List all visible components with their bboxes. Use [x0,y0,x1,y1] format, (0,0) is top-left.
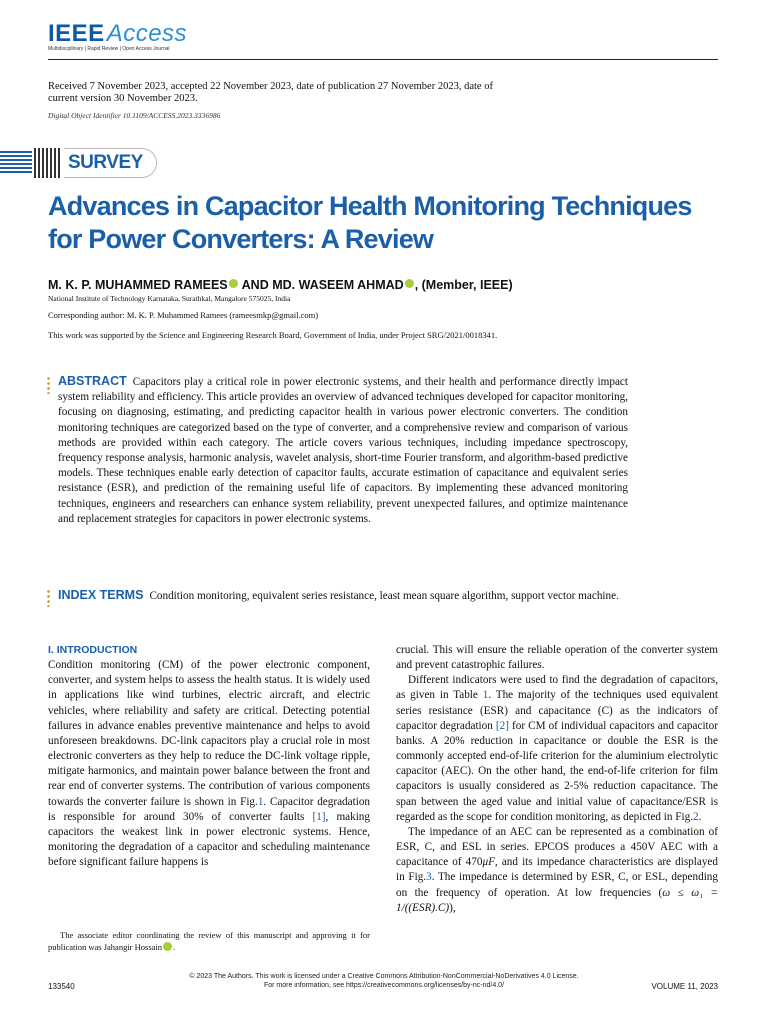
author-membership: , (Member, IEEE) [414,278,513,292]
unit: μF [482,856,495,869]
text-run: , making capacitors the weakest link in power electronic systems. Hence, monitoring the degradation of a capacitor and scheduling maintenance before significant failure happens is [48,810,370,869]
section-heading-introduction: I. INTRODUCTION [48,644,138,656]
text-run: Condition monitoring (CM) of the power electronic component, converter, and system helps to assess the health status. It is widely used in applications like wind turbines, electric aircraft, and electric vehicles, where reliability and safety are critical. Detecting potential failures in advance enables preventive maintenance and helps to avoid unforeseen breakdowns. DC-link capacitors play a crucial role in most electronic converters as they help to reduce the DC-link voltage ripple, mitigate harmonics, and maintain power balance between the front and rear end of converter systems. The contribution of various components towards the converter failure is shown in Fig. [48,659,370,808]
index-terms-text: Condition monitoring, equivalent series resistance, least mean square algorithm, support vector machine. [149,590,619,602]
abstract-dots-icon [47,376,50,394]
index-terms [58,588,628,604]
survey-label: SURVEY [64,148,157,178]
index-terms-dots-icon [47,589,50,607]
survey-badge [0,146,160,180]
index-terms-label: INDEX TERMS [58,588,144,602]
page-number: 133540 [48,982,75,991]
figure-link[interactable]: 3 [426,871,432,884]
text-run: , and its impedance characteristics are displayed in Fig. [396,856,718,884]
text-run: . The impedance is determined by ESR, C, or ESL, depending on the frequency of operation. At low frequencies ( [396,871,718,899]
text-run: . Capacitor degradation is responsible for around 30% of converter faults [48,795,371,823]
text-run: ), [449,901,456,914]
figure-link[interactable]: 1 [257,795,264,808]
left-column [48,643,370,870]
corresponding-author: Corresponding author: M. K. P. Muhammed Ramees (rameesmkp@gmail.com) [48,310,319,320]
header-divider [48,59,718,60]
volume-label: VOLUME 11, 2023 [651,982,718,991]
orcid-icon[interactable] [229,279,238,288]
badge-stripes-icon [0,151,32,175]
intro-paragraph-1-continued: crucial. This will ensure the reliable operation of the converter system and prevent catastrophic failures. [396,644,718,672]
footnote-text: The associate editor coordinating the review of this manuscript and approving it for publication was Jahangir Hossain [48,930,370,952]
abstract [58,374,628,527]
intro-paragraph-1 [48,658,370,870]
paper-title: Advances in Capacitor Health Monitoring Techniques for Power Converters: A Review [48,191,692,254]
abstract-text: Capacitors play a critical role in power electronic systems, and their health and performance directly impact system reliability and efficiency. This article provides an overview of advanced techniques developed for capacitor monitoring, focusing on diagnosing, estimating, and predicting capacitor health in various power electronic converters. The condition monitoring techniques are categorized based on the type of converter, and a comprehensive review and comparison of various methods are provided within each category. The article covers various techniques, including impedance spectroscopy, frequency response analysis, harmonic analysis, wavelet analysis, short-time Fourier transform, and algorithm-based predictive models. These techniques enable early detection of capacitor faults, accurate estimation of capacitance and equivalent series resistance (ESR), and prediction of the remaining useful life of capacitors. By implementing these advanced monitoring techniques, engineers and researchers can enhance system reliability, prevent unexpected failures, and optimize maintenance and replacement strategies for capacitors in power electronic systems. [58,376,628,525]
doi: Digital Object Identifier 10.1109/ACCESS.2023.3336986 [48,111,221,120]
publication-history: Received 7 November 2023, accepted 22 November 2023, date of publication 27 November 2023, date of current version 30 November 2023. [48,81,493,104]
journal-tagline: Multidisciplinary | Rapid Review | Open Access Journal [48,46,170,52]
text-run: The impedance of an AEC can be represented as a combination of ESR, C, and ESL in series. EPCOS produces a 450V AEC with a capacitance of 470 [396,825,718,869]
badge-bars-icon [34,148,62,178]
ieee-access-logo [48,20,187,48]
text-run: Different indicators were used to find the degradation of capacitors, as given in Table [396,674,718,702]
license-line-2[interactable]: For more information, see https://creativecommons.org/licenses/by-nc-nd/4.0/ [263,982,505,989]
text-run: . [698,810,702,823]
abstract-label: ABSTRACT [58,374,127,388]
right-column [396,643,718,916]
editor-footnote: The associate editor coordinating the review of this manuscript and approving it for publication was Jahangir Hossain . [48,930,370,952]
orcid-icon[interactable] [163,942,172,951]
author-1: M. K. P. MUHAMMED RAMEES [48,278,228,292]
author-line [48,278,513,292]
text-run: for CM of individual capacitors and capacitor banks. A 20% reduction in capacitance or double the ESR is the commonly accepted end-of-life criterion for the aluminium electrolytic capacitor (AEC). On the other hand, the end-of-life criterion for film capacitors is usually considered as 2-5% reduction capacitance. The span between the aged value and initial value of capacitance/ESR is regarded as the scope for condition monitoring, as depicted in Fig. [396,719,718,823]
table-link[interactable]: 1 [482,689,489,702]
funding-statement: This work was supported by the Science and Engineering Research Board, Government of India, under Project SRG/2021/0018341. [48,330,498,340]
citation-link[interactable]: [2] [495,719,509,732]
text-run: . The majority of the techniques used equivalent series resistance (ESR) and capacitance (C) as the indicators of capacitor degradation [396,689,719,732]
citation-link[interactable]: [1] [312,810,326,823]
intro-paragraph-2 [396,673,718,825]
intro-paragraph-3 [396,825,718,916]
math-inline: ω ≤ ω₁ = 1/((ESR).C) [396,886,718,914]
logo-ieee-text: IEEE [48,20,105,47]
figure-link[interactable]: 2 [693,810,699,823]
logo-access-text: Access [106,20,188,47]
orcid-icon[interactable] [405,279,414,288]
author-2: AND MD. WASEEM AHMAD [238,278,404,292]
affiliation: National Institute of Technology Karnataka, Surathkal, Mangalore 575025, India [48,294,291,303]
license-line-1: © 2023 The Authors. This work is licensed under a Creative Commons Attribution-NonCommercial-NoDerivatives 4.0 License. [189,973,579,980]
